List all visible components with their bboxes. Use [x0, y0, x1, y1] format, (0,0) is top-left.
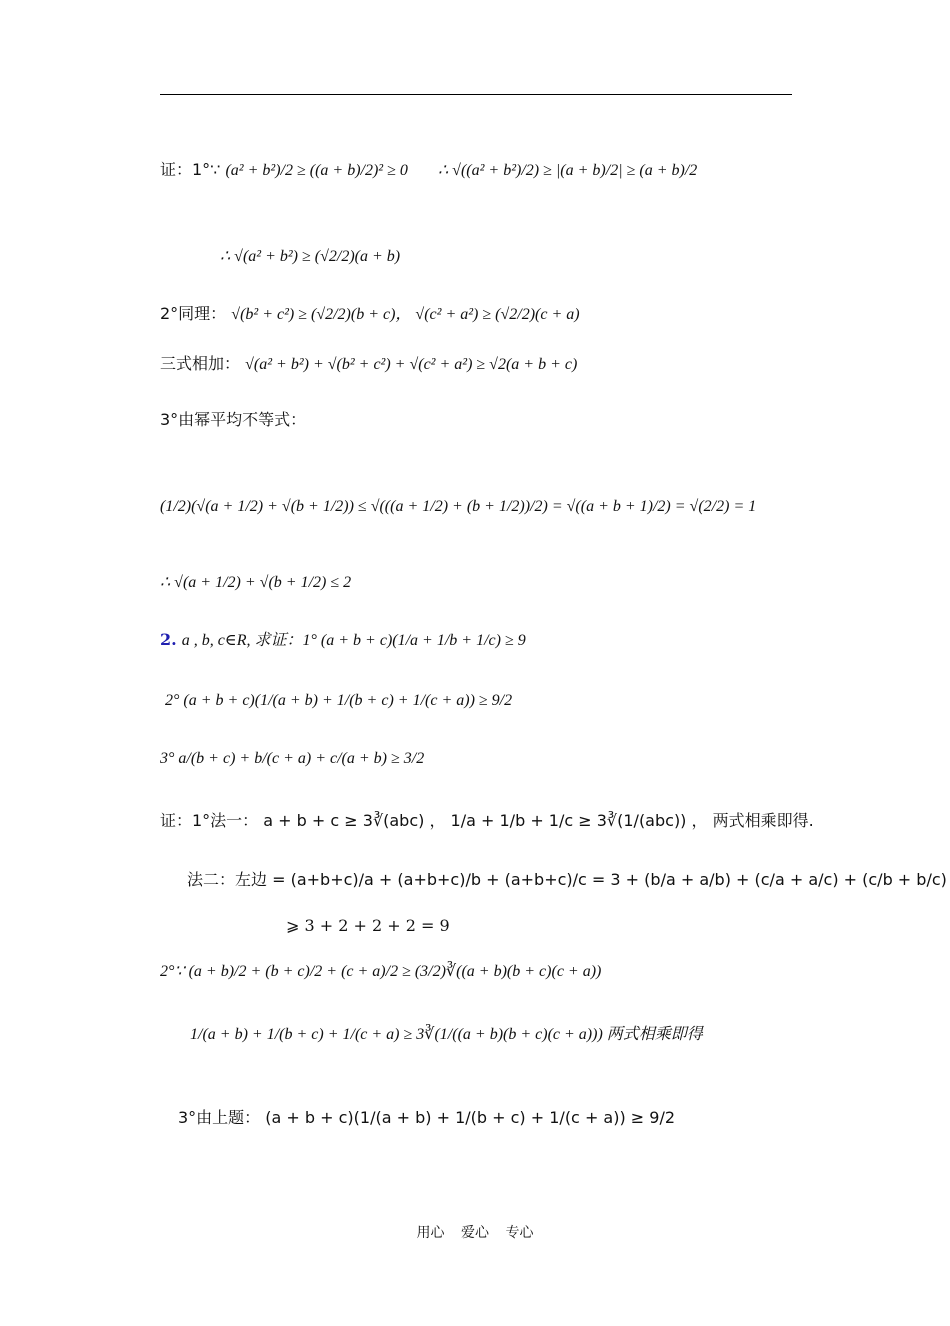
- proof1-line1-conclusion: ∴ √((a² + b²)/2) ≥ |(a + b)/2| ≥ (a + b)/2: [438, 162, 698, 179]
- proof2-line4: 2°∵ (a + b)/2 + (b + c)/2 + (c + a)/2 ≥ (3/2)∛((a + b)(b + c)(c + a)): [160, 963, 602, 980]
- footer-item: 爱心: [461, 1225, 489, 1241]
- proof1-line6: (1/2)(√(a + 1/2) + √(b + 1/2)) ≤ √(((a + 1/2) + (b + 1/2))/2) = √((a + b + 1)/2) = √(2/2) = 1: [160, 498, 757, 515]
- proof2-line3: ⩾ 3 + 2 + 2 + 2 = 9: [286, 916, 450, 935]
- problem2-part2: 2° (a + b + c)(1/(a + b) + 1/(b + c) + 1/(c + a)) ≥ 9/2: [165, 692, 513, 709]
- proof2-line2: 法二：左边 = (a+b+c)/a + (a+b+c)/b + (a+b+c)/c = 3 + (b/a + a/b) + (c/a + a/c) + (c/b + b/c): [187, 870, 947, 889]
- proof2-line6: 3°由上题： (a + b + c)(1/(a + b) + 1/(b + c) + 1/(c + a)) ≥ 9/2: [178, 1108, 676, 1127]
- proof1-line1: 证：1°∵ (a² + b²)/2 ≥ ((a + b)/2)² ≥ 0: [160, 160, 408, 179]
- footer-item: 用心: [416, 1225, 445, 1241]
- problem2-statement: 2. a , b, c∈R, 求证：1° (a + b + c)(1/a + 1/b + 1/c) ≥ 9: [160, 630, 526, 649]
- proof2-line1: 证：1°法一： a + b + c ≥ 3∛(abc) ， 1/a + 1/b + 1/c ≥ 3∛(1/(abc)) ， 两式相乘即得.: [160, 811, 814, 830]
- footer-item: 专心: [505, 1225, 534, 1241]
- proof1-line7: ∴ √(a + 1/2) + √(b + 1/2) ≤ 2: [160, 574, 352, 591]
- problem2-part3: 3° a/(b + c) + b/(c + a) + c/(a + b) ≥ 3/2: [160, 750, 425, 767]
- proof2-line5: 1/(a + b) + 1/(b + c) + 1/(c + a) ≥ 3∛(1/((a + b)(b + c)(c + a))) 两式相乘即得: [190, 1026, 703, 1043]
- problem-number: 2.: [160, 630, 177, 649]
- proof1-line2: ∴ √(a² + b²) ≥ (√2/2)(a + b): [220, 248, 401, 265]
- proof1-line5: 3°由幂平均不等式：: [160, 410, 307, 429]
- header-rule: [160, 94, 792, 95]
- proof1-line4: 三式相加： √(a² + b²) + √(b² + c²) + √(c² + a²) ≥ √2(a + b + c): [160, 354, 578, 373]
- page-footer: [0, 1222, 950, 1242]
- proof1-line3: 2°同理： √(b² + c²) ≥ (√2/2)(b + c)， √(c² + a²) ≥ (√2/2)(c + a): [160, 304, 580, 323]
